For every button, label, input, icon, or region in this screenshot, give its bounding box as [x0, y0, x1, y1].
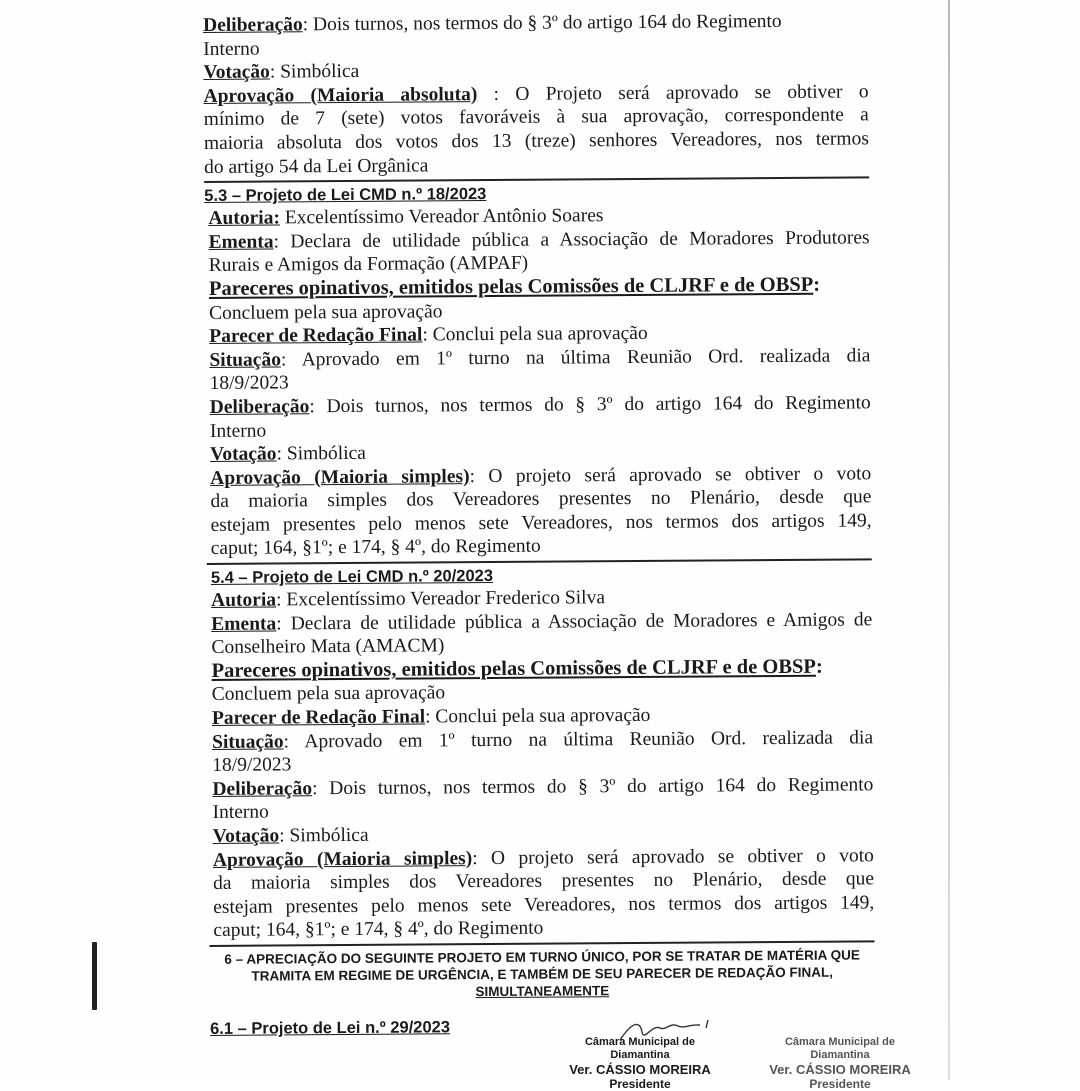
redacao-final-text: : Conclui pela sua aprovação	[422, 323, 648, 346]
situacao-text: : Aprovado em 1º turno na última Reunião Ord. realizada dia	[283, 726, 874, 753]
pareceres-label: Pareceres opinativos, emitidos pelas Comissões de CLJRF e de OBSP	[211, 655, 816, 682]
votacao-label: Votação	[203, 61, 270, 84]
scan-page-edge	[948, 0, 950, 1080]
deliberacao-text: : Dois turnos, nos termos do § 3º do artigo 164 do Regimento	[311, 774, 874, 800]
votacao-label: Votação	[210, 443, 277, 466]
section-heading: 5.4 – Projeto de Lei CMD n.º 20/2023	[210, 567, 494, 588]
section-6-heading	[210, 946, 875, 1002]
votacao-text: : Simbólica	[276, 442, 366, 465]
stamp-name: Ver. CÁSSIO MOREIRA	[569, 1062, 711, 1077]
pareceres-text: Concluem pela sua aprovação	[209, 300, 443, 324]
stamp-name: Ver. CÁSSIO MOREIRA	[769, 1062, 911, 1077]
section-heading: 5.3 – Projeto de Lei CMD n.º 18/2023	[204, 185, 487, 206]
deliberacao-label: Deliberação	[212, 778, 313, 800]
redacao-final-text: : Conclui pela sua aprovação	[425, 704, 651, 728]
ementa-text-cont: Conselheiro Mata (AMACM)	[211, 635, 445, 659]
section-5-4	[207, 562, 875, 943]
situacao-label: Situação	[212, 731, 284, 753]
deliberacao-text: : Dois turnos, nos termos do § 3º do artigo 164 do Regimento	[302, 10, 782, 36]
deliberacao-text: : Dois turnos, nos termos do § 3º do artigo 164 do Regimento	[309, 392, 871, 418]
pareceres-colon: :	[813, 273, 821, 296]
votacao-text: : Simbólica	[279, 824, 369, 847]
aprovacao-text: : O projeto será aprovado se obtiver o voto	[472, 844, 874, 869]
votacao-label: Votação	[212, 825, 280, 847]
previous-item-block	[203, 9, 869, 179]
stamp-institution: Câmara Municipal de Diamantina	[784, 1036, 896, 1061]
aprovacao-text-line-2: da maioria simples dos Vereadores presentes no Plenário, desde que	[212, 868, 875, 895]
aprovacao-text-line-3: maioria absoluta dos votos dos 13 (treze) senhores Vereadores, nos termos	[203, 128, 869, 154]
ementa-label: Ementa	[211, 613, 277, 635]
ementa-label: Ementa	[208, 231, 274, 253]
section-6-line-2: TRAMITA EM REGIME DE URGÊNCIA, E TAMBÉM DE SEU PARECER DE REDAÇÃO FINAL,	[251, 964, 834, 984]
ementa-text: : Declara de utilidade pública a Associação de Moradores e Amigos de	[276, 608, 873, 635]
section-6-line-1: 6 – APRECIAÇÃO DO SEGUINTE PROJETO EM TURNO ÚNICO, POR SE TRATAR DE MATÉRIA QUE	[224, 947, 860, 967]
pareceres-text: Concluem pela sua aprovação	[211, 682, 446, 706]
situacao-label: Situação	[209, 349, 282, 371]
pareceres-label: Pareceres opinativos, emitidos pelas Comissões de CLJRF e de OBSP	[208, 273, 814, 300]
deliberacao-text-cont: Interno	[203, 38, 260, 60]
aprovacao-label: Aprovação (Maioria absoluta)	[203, 83, 478, 107]
section-6-line-3: SIMULTANEAMENTE	[475, 983, 610, 1000]
document-body	[203, 9, 875, 1041]
situacao-date: 18/9/2023	[212, 754, 292, 777]
section-6-1-heading: 6.1 – Projeto de Lei n.º 29/2023	[210, 1018, 451, 1038]
aprovacao-label: Aprovação (Maioria simples)	[212, 847, 473, 871]
votacao-text: : Simbólica	[269, 61, 360, 83]
scan-margin-mark	[92, 942, 97, 1010]
redacao-final-label: Parecer de Redação Final	[211, 706, 426, 729]
deliberacao-label: Deliberação	[203, 14, 303, 36]
deliberacao-label: Deliberação	[209, 396, 310, 418]
president-stamp-faded	[760, 1036, 920, 1091]
redacao-final-label: Parecer de Redação Final	[209, 324, 423, 348]
pareceres-colon: :	[815, 655, 823, 678]
aprovacao-text-line-3: estejam presentes pelo menos sete Vereadores, nos termos dos artigos 149,	[213, 892, 875, 918]
aprovacao-text: : O Projeto será aprovado se obtiver o	[477, 81, 869, 105]
autoria-text: : Excelentíssimo Vereador Frederico Silva	[276, 587, 606, 611]
aprovacao-text-line-3: estejam presentes pelo menos sete Vereadores, nos termos dos artigos 149,	[210, 510, 872, 536]
aprovacao-label: Aprovação (Maioria simples)	[210, 465, 470, 489]
aprovacao-text-line-4: do artigo 54 da Lei Orgânica	[203, 154, 429, 178]
president-stamp	[560, 1036, 720, 1091]
autoria-label: Autoria	[211, 589, 277, 612]
ementa-text-cont: Rurais e Amigos da Formação (AMPAF)	[208, 253, 529, 277]
situacao-date: 18/9/2023	[209, 372, 289, 395]
section-5-3	[204, 181, 872, 562]
deliberacao-text-cont: Interno	[212, 801, 269, 824]
aprovacao-text-line-4: caput; 164, §1º; e 174, § 4º, do Regimento	[210, 536, 541, 560]
stamp-title: Presidente	[609, 1077, 671, 1091]
aprovacao-text-line-2: mínimo de 7 (sete) votos favoráveis à sua aprovação, correspondente a	[203, 104, 869, 131]
autoria-text: Excelentíssimo Vereador Antônio Soares	[279, 205, 604, 229]
aprovacao-text-line-4: caput; 164, §1º; e 174, § 4º, do Regimento	[213, 918, 544, 942]
autoria-label: Autoria:	[208, 207, 281, 230]
situacao-text: : Aprovado em 1º turno na última Reunião Ord. realizada dia	[280, 345, 871, 371]
ementa-text: : Declara de utilidade pública a Associação de Moradores Produtores	[273, 227, 870, 253]
stamp-title: Presidente	[809, 1077, 871, 1091]
stamp-institution: Câmara Municipal de Diamantina	[584, 1036, 696, 1061]
aprovacao-text-line-2: da maioria simples dos Vereadores presentes no Plenário, desde que	[210, 486, 872, 513]
deliberacao-text-cont: Interno	[209, 420, 267, 442]
aprovacao-text: : O projeto será aprovado se obtiver o voto	[469, 463, 872, 487]
